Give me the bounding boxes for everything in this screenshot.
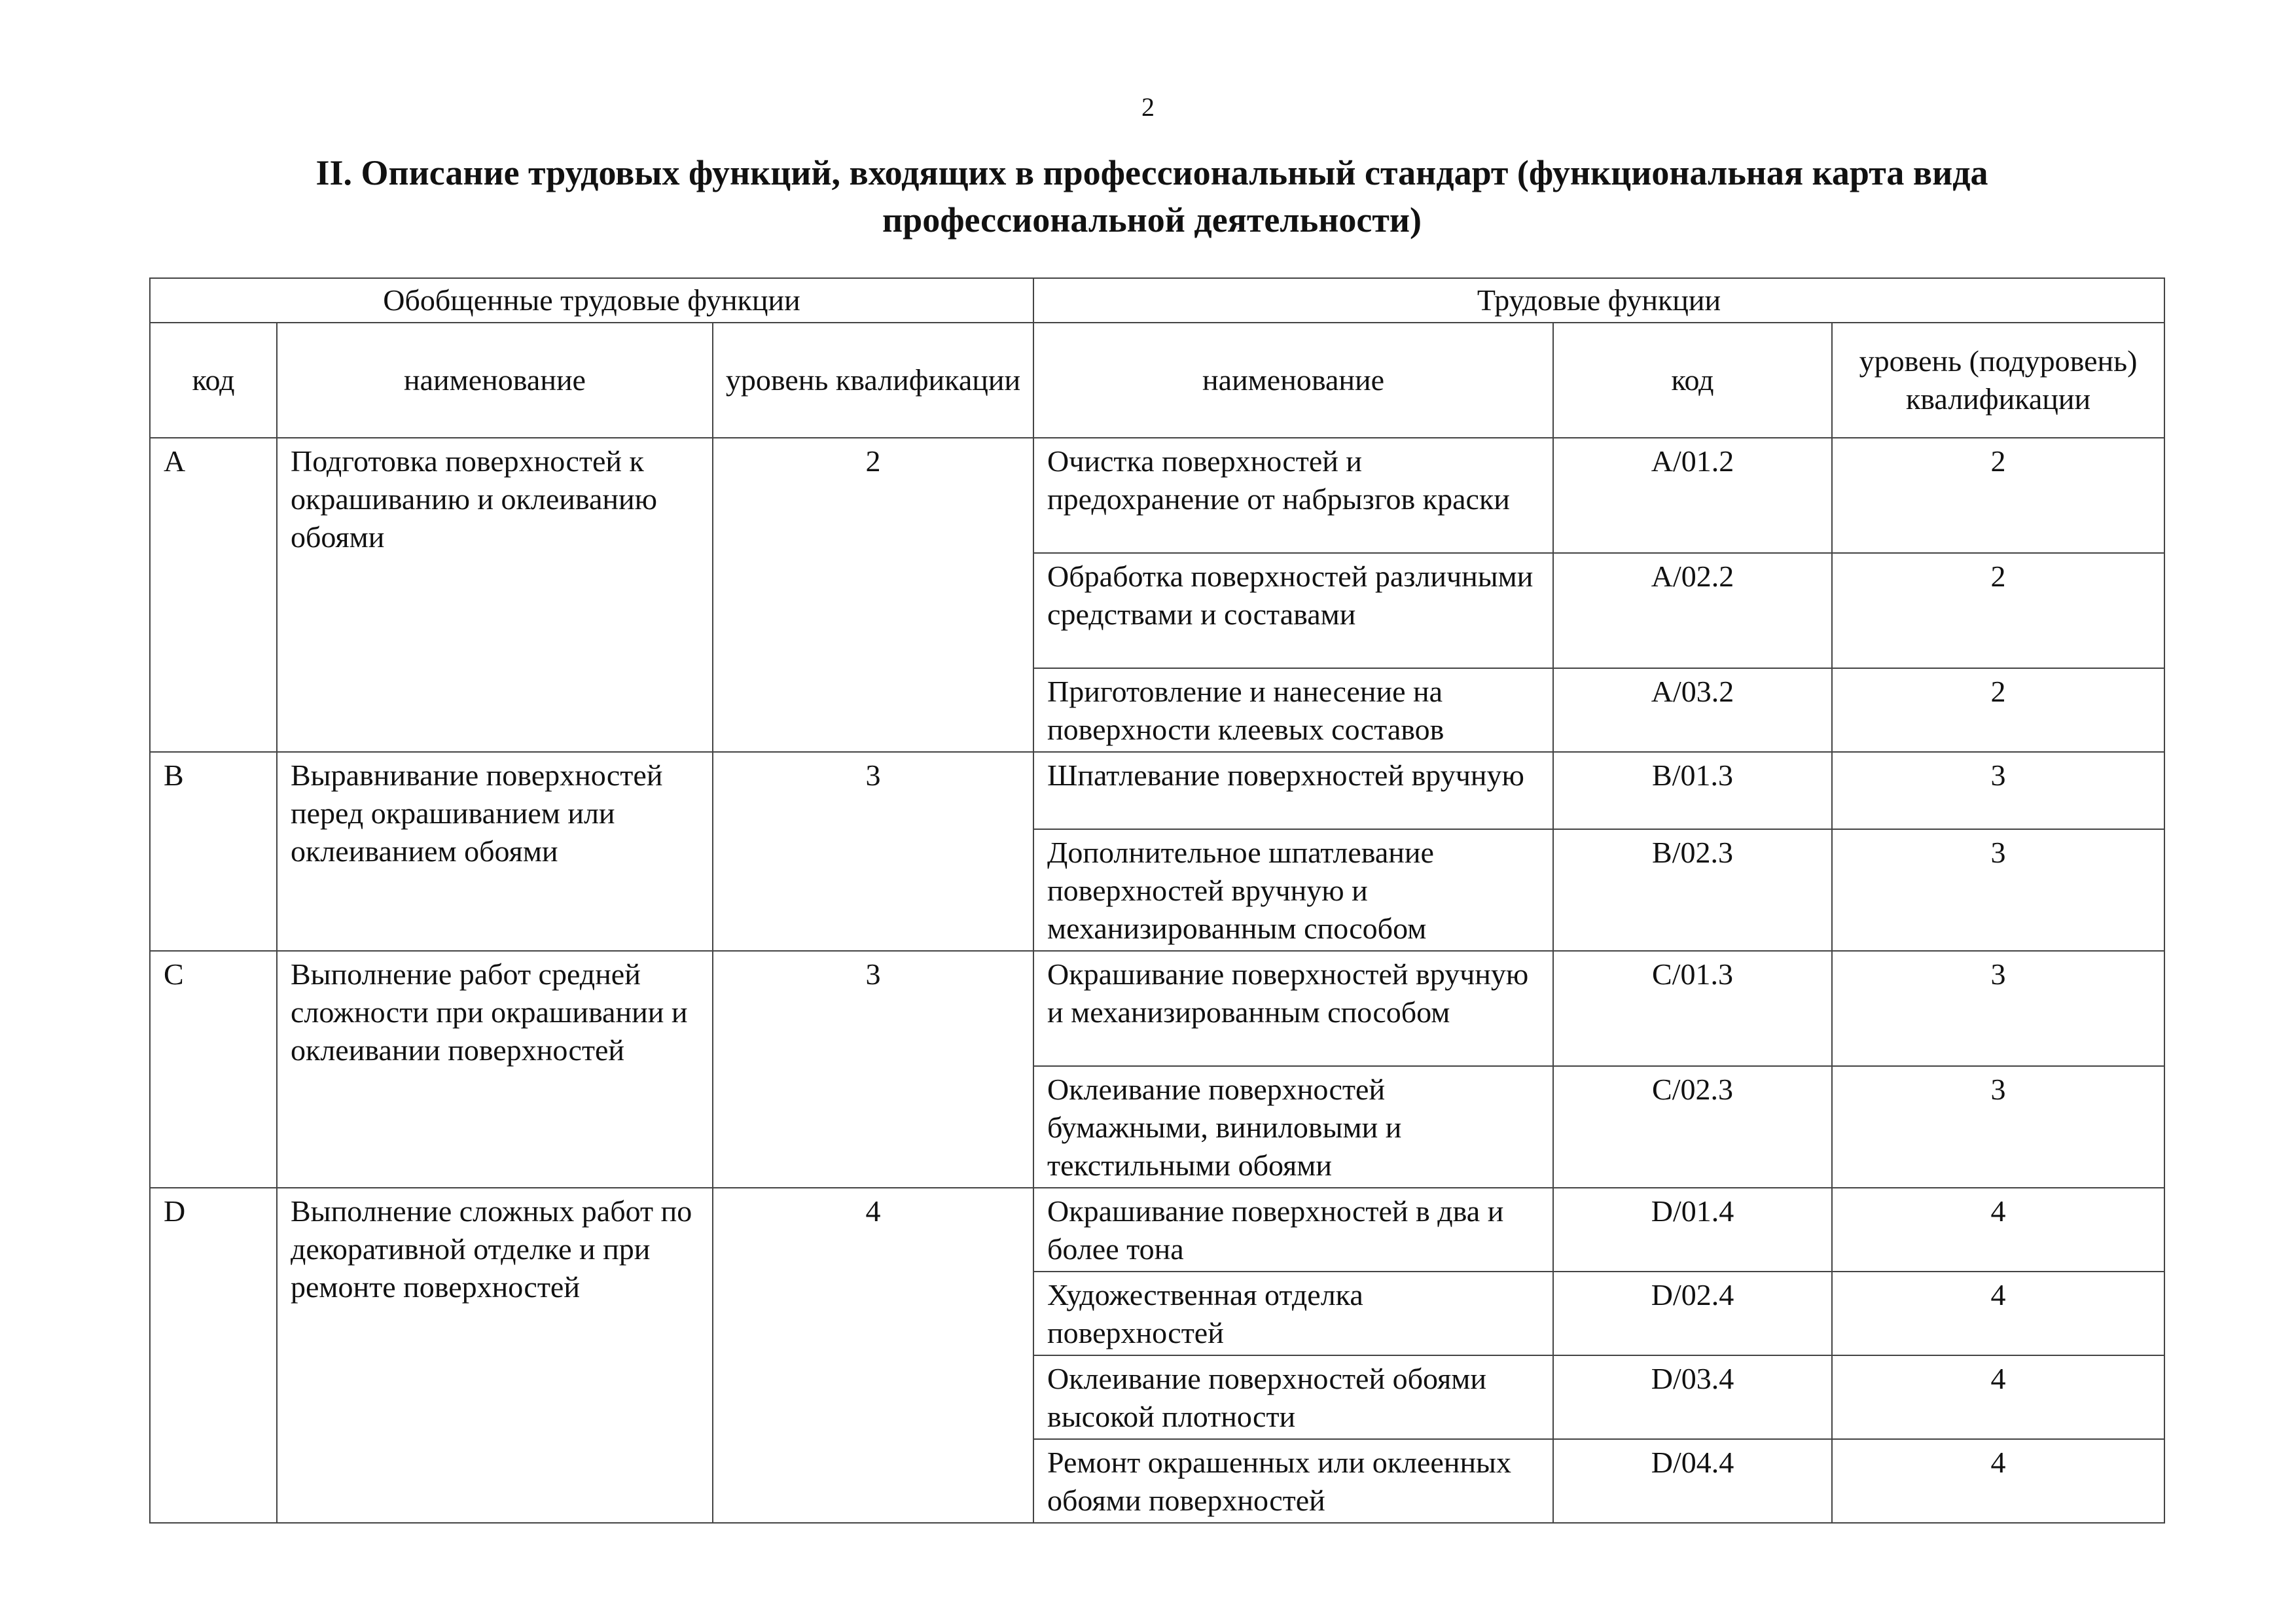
group-level: 3 <box>713 951 1033 1188</box>
function-level: 4 <box>1832 1439 2164 1523</box>
function-level: 3 <box>1832 951 2164 1066</box>
function-name: Дополнительное шпатлевание поверхностей вручную и механизированным способом <box>1033 829 1553 951</box>
function-name: Оклеивание поверхностей бумажными, виниловыми и текстильными обоями <box>1033 1066 1553 1188</box>
function-code: A/01.2 <box>1553 438 1832 553</box>
labor-functions-header: Трудовые функции <box>1033 278 2164 323</box>
group-name: Выполнение сложных работ по декоративной отделке и при ремонте поверхностей <box>277 1188 713 1523</box>
function-code: B/01.3 <box>1553 752 1832 829</box>
function-level: 3 <box>1832 829 2164 951</box>
group-header-row <box>150 278 2164 323</box>
function-code: D/03.4 <box>1553 1355 1832 1439</box>
table-row <box>150 1188 2164 1272</box>
function-code: A/02.2 <box>1553 553 1832 668</box>
table-row <box>150 752 2164 829</box>
page-title-line-1: II. Описание трудовых функций, входящих в профессиональный стандарт (функциональная карта вида <box>315 153 1988 192</box>
function-code: D/04.4 <box>1553 1439 1832 1523</box>
group-name: Выполнение работ средней сложности при окрашивании и оклеивании поверхностей <box>277 951 713 1188</box>
column-header-gen-name: наименование <box>277 323 713 438</box>
group-code: D <box>150 1188 277 1523</box>
page-number: 2 <box>1141 92 1155 122</box>
function-level: 2 <box>1832 438 2164 553</box>
function-code: C/02.3 <box>1553 1066 1832 1188</box>
function-name: Окрашивание поверхностей в два и более тона <box>1033 1188 1553 1272</box>
function-level: 2 <box>1832 553 2164 668</box>
function-level: 3 <box>1832 1066 2164 1188</box>
page-title <box>170 149 2134 243</box>
function-name: Художественная отделка поверхностей <box>1033 1272 1553 1355</box>
table-row <box>150 438 2164 553</box>
function-code: D/02.4 <box>1553 1272 1832 1355</box>
column-header-fn-code: код <box>1553 323 1832 438</box>
function-level: 4 <box>1832 1272 2164 1355</box>
group-code: C <box>150 951 277 1188</box>
function-code: C/01.3 <box>1553 951 1832 1066</box>
column-header-row <box>150 323 2164 438</box>
function-name: Ремонт окрашенных или оклеенных обоями поверхностей <box>1033 1439 1553 1523</box>
function-code: A/03.2 <box>1553 668 1832 752</box>
group-code: A <box>150 438 277 752</box>
column-header-fn-level: уровень (подуровень) квалификации <box>1832 323 2164 438</box>
functional-map-table <box>149 277 2165 1524</box>
group-level: 3 <box>713 752 1033 951</box>
function-code: B/02.3 <box>1553 829 1832 951</box>
function-level: 4 <box>1832 1355 2164 1439</box>
function-name: Очистка поверхностей и предохранение от набрызгов краски <box>1033 438 1553 553</box>
function-level: 3 <box>1832 752 2164 829</box>
generalized-functions-header: Обобщенные трудовые функции <box>150 278 1033 323</box>
function-name: Шпатлевание поверхностей вручную <box>1033 752 1553 829</box>
group-level: 2 <box>713 438 1033 752</box>
function-level: 4 <box>1832 1188 2164 1272</box>
page-title-line-2: профессиональной деятельности) <box>882 200 1422 240</box>
group-level: 4 <box>713 1188 1033 1523</box>
column-header-gen-level: уровень квалификации <box>713 323 1033 438</box>
function-name: Оклеивание поверхностей обоями высокой плотности <box>1033 1355 1553 1439</box>
function-level: 2 <box>1832 668 2164 752</box>
function-name: Окрашивание поверхностей вручную и механизированным способом <box>1033 951 1553 1066</box>
function-name: Обработка поверхностей различными средствами и составами <box>1033 553 1553 668</box>
function-name: Приготовление и нанесение на поверхности клеевых составов <box>1033 668 1553 752</box>
table-row <box>150 951 2164 1066</box>
function-code: D/01.4 <box>1553 1188 1832 1272</box>
group-code: B <box>150 752 277 951</box>
group-name: Подготовка поверхностей к окрашиванию и оклеиванию обоями <box>277 438 713 752</box>
column-header-gen-code: код <box>150 323 277 438</box>
group-name: Выравнивание поверхностей перед окрашиванием или оклеиванием обоями <box>277 752 713 951</box>
column-header-fn-name: наименование <box>1033 323 1553 438</box>
